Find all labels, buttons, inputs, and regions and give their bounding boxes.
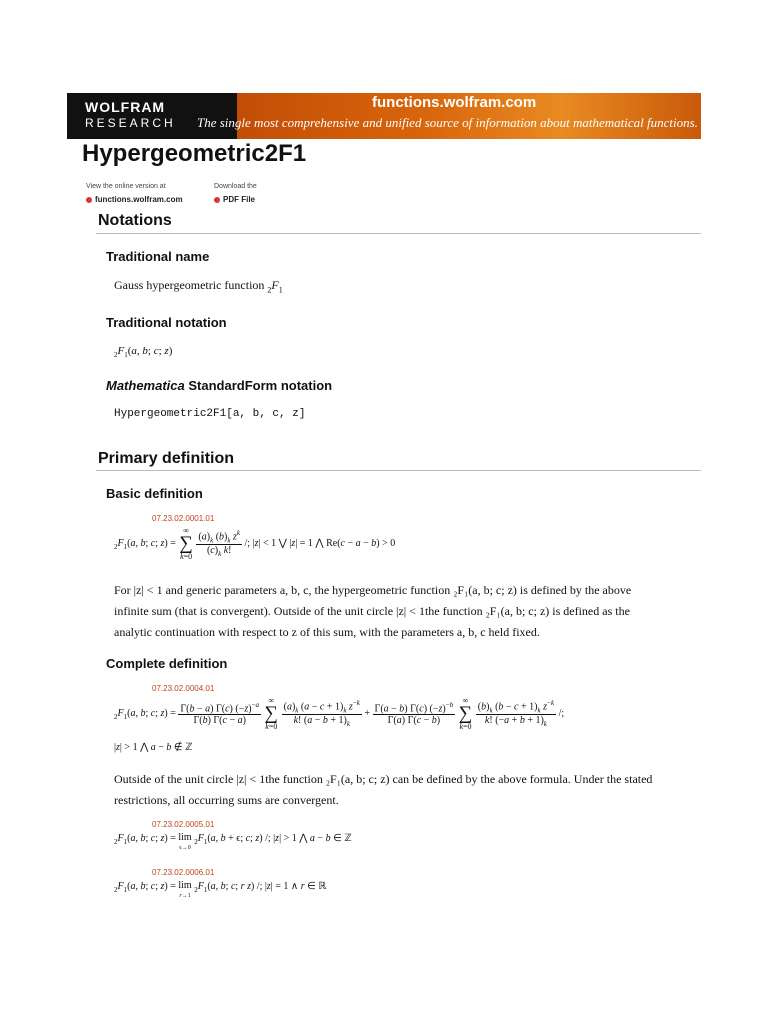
section-divider — [96, 233, 701, 234]
research-logo: RESEARCH — [85, 116, 176, 130]
heading-traditional-notation: Traditional notation — [106, 315, 227, 330]
traditional-notation-formula: $_2F_1(a$, b; c; z) — [114, 345, 173, 360]
basic-definition-paragraph: For |z| < 1 and generic parameters a, b, c, the hypergeometric function ₂F₁(a, b; c; z) is defined by the above infinite sum (that is convergent). Outside of the unit circle |z| < 1the function ₂F₁(a, b; c; z) is defined as the analytic continuation with respect to z of this sum, with the parameters a, b, c held fixed. — [114, 583, 632, 639]
banner-site-name: functions.wolfram.com — [372, 94, 537, 111]
basic-definition-formula: $_2F_1(a$, b; c; z) = ∞ ∑ k=0 $\frac{(a)_k (b)_k z^k}{(c)_k k!}$ /; |z| < 1 ⋁ |z| = 1 ⋀ Re(c − a − b) > 0 — [114, 526, 396, 561]
pdf-download-link[interactable] — [214, 183, 257, 204]
wolfram-logo: WOLFRAM — [85, 99, 166, 115]
limit-formula-1: $_2F_1(a$, b; c; z) = lim ϵ→0 $_2F_1(a$, b + ϵ; c; z) /; |z| > 1 ⋀ a − b ∈ ℤ — [114, 832, 352, 851]
heading-mathematica-notation: Mathematica StandardForm notation — [106, 378, 333, 393]
traditional-name-text: Gauss hypergeometric function $_2F_1$ — [114, 278, 283, 295]
red-dot-icon — [214, 197, 220, 203]
pdf-caption: Download the — [214, 183, 257, 190]
complete-definition-paragraph: Outside of the unit circle |z| < 1the function ₂F₁(a, b; c; z) can be defined by the above formula. Under the stated restrictions, all occurring sums are convergent. — [114, 772, 653, 807]
formula-identifier[interactable]: 07.23.02.0005.01 — [152, 820, 215, 829]
online-caption: View the online version at — [86, 183, 166, 190]
online-version-link[interactable] — [86, 183, 183, 204]
page-title: Hypergeometric2F1 — [82, 140, 307, 167]
mathematica-code: Hypergeometric2F1[a, b, c, z] — [114, 408, 306, 420]
limit-formula-2: $_2F_1(a$, b; c; z) = lim r→1 $_2F_1(a$, b; c; r z) /; |z| = 1 ∧ r ∈ ℝ — [114, 880, 327, 899]
section-divider — [96, 470, 701, 471]
section-primary-definition: Primary definition — [98, 450, 235, 467]
heading-basic-definition: Basic definition — [106, 486, 203, 501]
red-dot-icon — [86, 197, 92, 203]
complete-definition-formula: $_2F_1(a$, b; c; z) = $\frac{\Gamma(b - a) \Gamma(c) (-z)^{-a}}{\Gamma(b) \Gamma(c - a)}$ ∞ ∑ k=0 $\frac{(a)_k (a - c + 1)_k z^{-k}}{k! (a - b + 1)_k}$ + $\frac{\Gamma(a - b) \Gamma(c) (-z)^{-b}}{\Gamma(a) \Gamma(c - b)}$ ∞ ∑ k=0 $\frac{(b)_k (b - c + 1)_k z^{-k}}{k! (-a + b + 1)_k}$ /; — [114, 696, 565, 731]
heading-complete-definition: Complete definition — [106, 656, 228, 671]
heading-traditional-name: Traditional name — [106, 249, 210, 264]
pdf-link-label: PDF File — [223, 195, 256, 204]
formula-identifier[interactable]: 07.23.02.0006.01 — [152, 868, 215, 877]
banner-tagline: The single most comprehensive and unified source of information about mathematical functions. — [197, 115, 698, 130]
formula-identifier[interactable]: 07.23.02.0004.01 — [152, 684, 215, 693]
complete-definition-condition: |z| > 1 ⋀ a − b ∉ ℤ — [114, 742, 193, 753]
section-notations: Notations — [98, 212, 172, 229]
online-link-label: functions.wolfram.com — [95, 195, 183, 204]
header-banner — [67, 93, 701, 139]
formula-identifier[interactable]: 07.23.02.0001.01 — [152, 514, 215, 523]
